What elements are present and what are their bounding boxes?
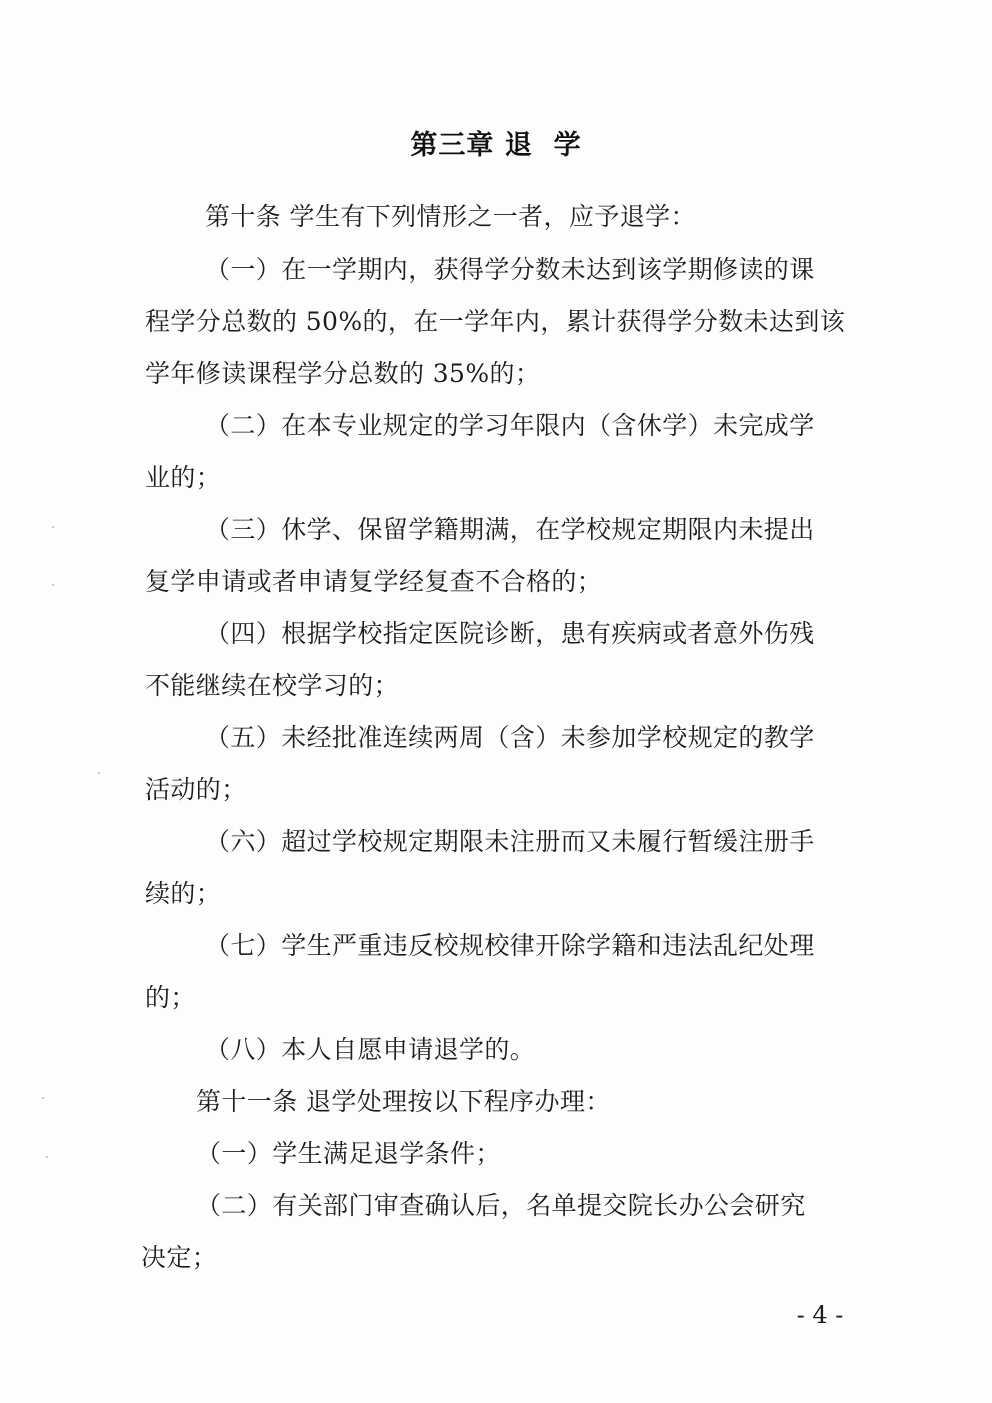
scan-speck — [46, 1156, 48, 1158]
article-10-item-6-line-2: 续的； — [145, 879, 222, 908]
scan-speck — [52, 526, 54, 528]
article-10-item-5-line-1: （五）未经批准连续两周（含）未参加学校规定的教学 — [205, 723, 815, 752]
article-10-item-6-line-1: （六）超过学校规定期限未注册而又未履行暂缓注册手 — [205, 827, 815, 856]
article-10-item-3-line-1: （三）休学、保留学籍期满，在学校规定期限内未提出 — [205, 515, 815, 544]
article-10-item-4-line-2: 不能继续在校学习的； — [145, 671, 400, 700]
article-10-item-7-line-2: 的； — [145, 983, 196, 1012]
article-10-item-1-line-2: 程学分总数的 50%的，在一学年内，累计获得学分数未达到该 — [145, 307, 846, 336]
article-10-item-2-line-1: （二）在本专业规定的学习年限内（含休学）未完成学 — [205, 411, 815, 440]
chapter-title: 第三章 退 学 — [410, 130, 582, 161]
article-10-intro: 第十条 学生有下列情形之一者，应予退学： — [205, 202, 696, 231]
scan-speck — [52, 584, 54, 586]
article-10-item-7-line-1: （七）学生严重违反校规校律开除学籍和违法乱纪处理 — [205, 931, 815, 960]
article-11-item-2-line-1: （二）有关部门审查确认后，名单提交院长办公会研究 — [196, 1191, 806, 1220]
scan-speck — [98, 772, 100, 774]
article-10-item-2-line-2: 业的； — [145, 463, 222, 492]
article-11-intro: 第十一条 退学处理按以下程序办理： — [196, 1087, 611, 1116]
article-10-item-4-line-1: （四）根据学校指定医院诊断，患有疾病或者意外伤残 — [205, 619, 815, 648]
scan-speck — [42, 1097, 44, 1099]
article-10-item-5-line-2: 活动的； — [145, 775, 247, 804]
article-11-item-2-line-2: 决定； — [141, 1243, 218, 1272]
article-10-item-1-line-3: 学年修读课程学分总数的 35%的； — [145, 359, 541, 388]
article-10-item-8: （八）本人自愿申请退学的。 — [205, 1035, 536, 1064]
page-number: - 4 - — [796, 1301, 844, 1329]
article-11-item-1: （一）学生满足退学条件； — [196, 1139, 501, 1168]
article-10-item-1-line-1: （一）在一学期内，获得学分数未达到该学期修读的课 — [205, 255, 815, 284]
article-10-item-3-line-2: 复学申请或者申请复学经复查不合格的； — [145, 567, 603, 596]
